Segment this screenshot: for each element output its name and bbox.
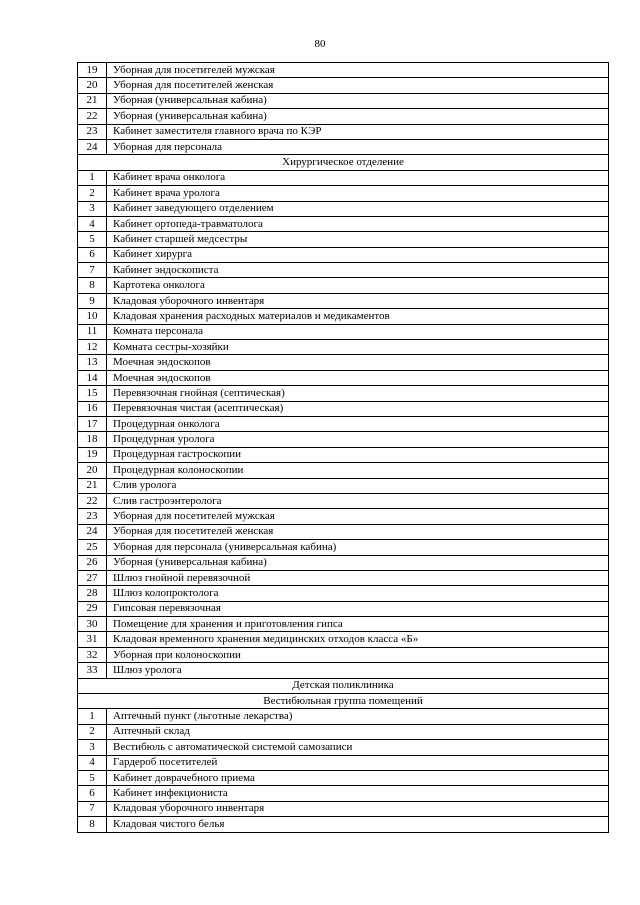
table-row <box>78 278 609 293</box>
row-number: 23 <box>78 124 107 139</box>
room-name: Кабинет заместителя главного врача по КЭР <box>107 124 609 139</box>
table-row <box>78 216 609 231</box>
row-number: 19 <box>78 63 107 78</box>
table-row <box>78 170 609 185</box>
row-number: 17 <box>78 416 107 431</box>
room-name: Кабинет заведующего отделением <box>107 201 609 216</box>
room-name: Аптечный склад <box>107 724 609 739</box>
row-number: 18 <box>78 432 107 447</box>
table-row <box>78 401 609 416</box>
section-header-row <box>78 694 609 709</box>
table-row <box>78 724 609 739</box>
room-name: Кабинет инфекциониста <box>107 786 609 801</box>
room-name: Уборная (универсальная кабина) <box>107 109 609 124</box>
room-name: Моечная эндоскопов <box>107 370 609 385</box>
room-name: Уборная (универсальная кабина) <box>107 93 609 108</box>
room-name: Гардероб посетителей <box>107 755 609 770</box>
room-name: Уборная для посетителей женская <box>107 78 609 93</box>
room-name: Перевязочная чистая (асептическая) <box>107 401 609 416</box>
row-number: 5 <box>78 770 107 785</box>
row-number: 22 <box>78 109 107 124</box>
row-number: 6 <box>78 786 107 801</box>
table-row <box>78 232 609 247</box>
room-name: Кладовая временного хранения медицинских отходов класса «Б» <box>107 632 609 647</box>
table-row <box>78 340 609 355</box>
table-row <box>78 601 609 616</box>
row-number: 24 <box>78 524 107 539</box>
room-name: Шлюз уролога <box>107 663 609 678</box>
table-row <box>78 493 609 508</box>
row-number: 16 <box>78 401 107 416</box>
room-name: Помещение для хранения и приготовления гипса <box>107 617 609 632</box>
row-number: 7 <box>78 801 107 816</box>
row-number: 4 <box>78 216 107 231</box>
room-name: Кабинет врача уролога <box>107 186 609 201</box>
rooms-table-body <box>78 63 609 833</box>
table-row <box>78 770 609 785</box>
row-number: 2 <box>78 724 107 739</box>
row-number: 3 <box>78 201 107 216</box>
table-row <box>78 201 609 216</box>
row-number: 33 <box>78 663 107 678</box>
row-number: 12 <box>78 340 107 355</box>
room-name: Комната персонала <box>107 324 609 339</box>
room-name: Аптечный пункт (льготные лекарства) <box>107 709 609 724</box>
section-title: Вестибюльная группа помещений <box>78 694 609 709</box>
table-row <box>78 63 609 78</box>
table-row <box>78 370 609 385</box>
row-number: 10 <box>78 309 107 324</box>
table-row <box>78 555 609 570</box>
row-number: 5 <box>78 232 107 247</box>
page-number: 80 <box>314 38 326 50</box>
row-number: 14 <box>78 370 107 385</box>
table-row <box>78 709 609 724</box>
room-name: Кабинет хирурга <box>107 247 609 262</box>
room-name: Уборная при колоноскопии <box>107 647 609 662</box>
row-number: 1 <box>78 170 107 185</box>
table-row <box>78 570 609 585</box>
row-number: 11 <box>78 324 107 339</box>
room-name: Уборная для посетителей мужская <box>107 509 609 524</box>
row-number: 31 <box>78 632 107 647</box>
table-row <box>78 263 609 278</box>
table-row <box>78 617 609 632</box>
row-number: 2 <box>78 186 107 201</box>
table-row <box>78 540 609 555</box>
room-name: Кладовая чистого белья <box>107 817 609 832</box>
room-name: Моечная эндоскопов <box>107 355 609 370</box>
table-row <box>78 416 609 431</box>
table-row <box>78 447 609 462</box>
room-name: Кладовая уборочного инвентаря <box>107 293 609 308</box>
row-number: 21 <box>78 93 107 108</box>
room-name: Шлюз колопроктолога <box>107 586 609 601</box>
table-row <box>78 801 609 816</box>
row-number: 15 <box>78 386 107 401</box>
table-row <box>78 93 609 108</box>
room-name: Уборная (универсальная кабина) <box>107 555 609 570</box>
room-name: Уборная для посетителей мужская <box>107 63 609 78</box>
row-number: 32 <box>78 647 107 662</box>
table-row <box>78 586 609 601</box>
section-header-row <box>78 155 609 170</box>
room-name: Слив уролога <box>107 478 609 493</box>
section-title: Детская поликлиника <box>78 678 609 693</box>
table-row <box>78 817 609 832</box>
table-row <box>78 786 609 801</box>
table-row <box>78 663 609 678</box>
table-row <box>78 139 609 154</box>
row-number: 4 <box>78 755 107 770</box>
table-row <box>78 740 609 755</box>
table-row <box>78 355 609 370</box>
table-row <box>78 78 609 93</box>
room-name: Процедурная колоноскопии <box>107 463 609 478</box>
table-row <box>78 247 609 262</box>
room-name: Картотека онколога <box>107 278 609 293</box>
row-number: 7 <box>78 263 107 278</box>
row-number: 25 <box>78 540 107 555</box>
row-number: 29 <box>78 601 107 616</box>
room-name: Процедурная уролога <box>107 432 609 447</box>
table-row <box>78 324 609 339</box>
row-number: 8 <box>78 817 107 832</box>
room-name: Кабинет доврачебного приема <box>107 770 609 785</box>
row-number: 27 <box>78 570 107 585</box>
room-name: Уборная для посетителей женская <box>107 524 609 539</box>
table-row <box>78 186 609 201</box>
room-name: Перевязочная гнойная (септическая) <box>107 386 609 401</box>
room-name: Кабинет врача онколога <box>107 170 609 185</box>
table-row <box>78 755 609 770</box>
row-number: 13 <box>78 355 107 370</box>
table-row <box>78 109 609 124</box>
room-name: Уборная для персонала (универсальная кабина) <box>107 540 609 555</box>
table-row <box>78 478 609 493</box>
room-name: Слив гастроэнтеролога <box>107 493 609 508</box>
room-name: Шлюз гнойной перевязочной <box>107 570 609 585</box>
section-header-row <box>78 678 609 693</box>
room-name: Кабинет ортопеда-травматолога <box>107 216 609 231</box>
room-name: Комната сестры-хозяйки <box>107 340 609 355</box>
room-name: Вестибюль с автоматической системой самозаписи <box>107 740 609 755</box>
row-number: 28 <box>78 586 107 601</box>
row-number: 9 <box>78 293 107 308</box>
table-row <box>78 309 609 324</box>
row-number: 20 <box>78 78 107 93</box>
section-title: Хирургическое отделение <box>78 155 609 170</box>
row-number: 26 <box>78 555 107 570</box>
room-name: Процедурная онколога <box>107 416 609 431</box>
table-row <box>78 524 609 539</box>
table-row <box>78 432 609 447</box>
row-number: 30 <box>78 617 107 632</box>
table-row <box>78 509 609 524</box>
row-number: 6 <box>78 247 107 262</box>
room-name: Кабинет эндоскописта <box>107 263 609 278</box>
row-number: 1 <box>78 709 107 724</box>
row-number: 23 <box>78 509 107 524</box>
room-name: Кладовая хранения расходных материалов и медикаментов <box>107 309 609 324</box>
table-row <box>78 386 609 401</box>
room-name: Гипсовая перевязочная <box>107 601 609 616</box>
room-name: Процедурная гастроскопии <box>107 447 609 462</box>
table-row <box>78 293 609 308</box>
room-name: Кладовая уборочного инвентаря <box>107 801 609 816</box>
row-number: 20 <box>78 463 107 478</box>
table-row <box>78 463 609 478</box>
rooms-table <box>77 62 609 833</box>
table-row <box>78 632 609 647</box>
table-row <box>78 647 609 662</box>
row-number: 8 <box>78 278 107 293</box>
row-number: 3 <box>78 740 107 755</box>
row-number: 21 <box>78 478 107 493</box>
row-number: 22 <box>78 493 107 508</box>
room-name: Кабинет старшей медсестры <box>107 232 609 247</box>
table-row <box>78 124 609 139</box>
row-number: 19 <box>78 447 107 462</box>
row-number: 24 <box>78 139 107 154</box>
room-name: Уборная для персонала <box>107 139 609 154</box>
